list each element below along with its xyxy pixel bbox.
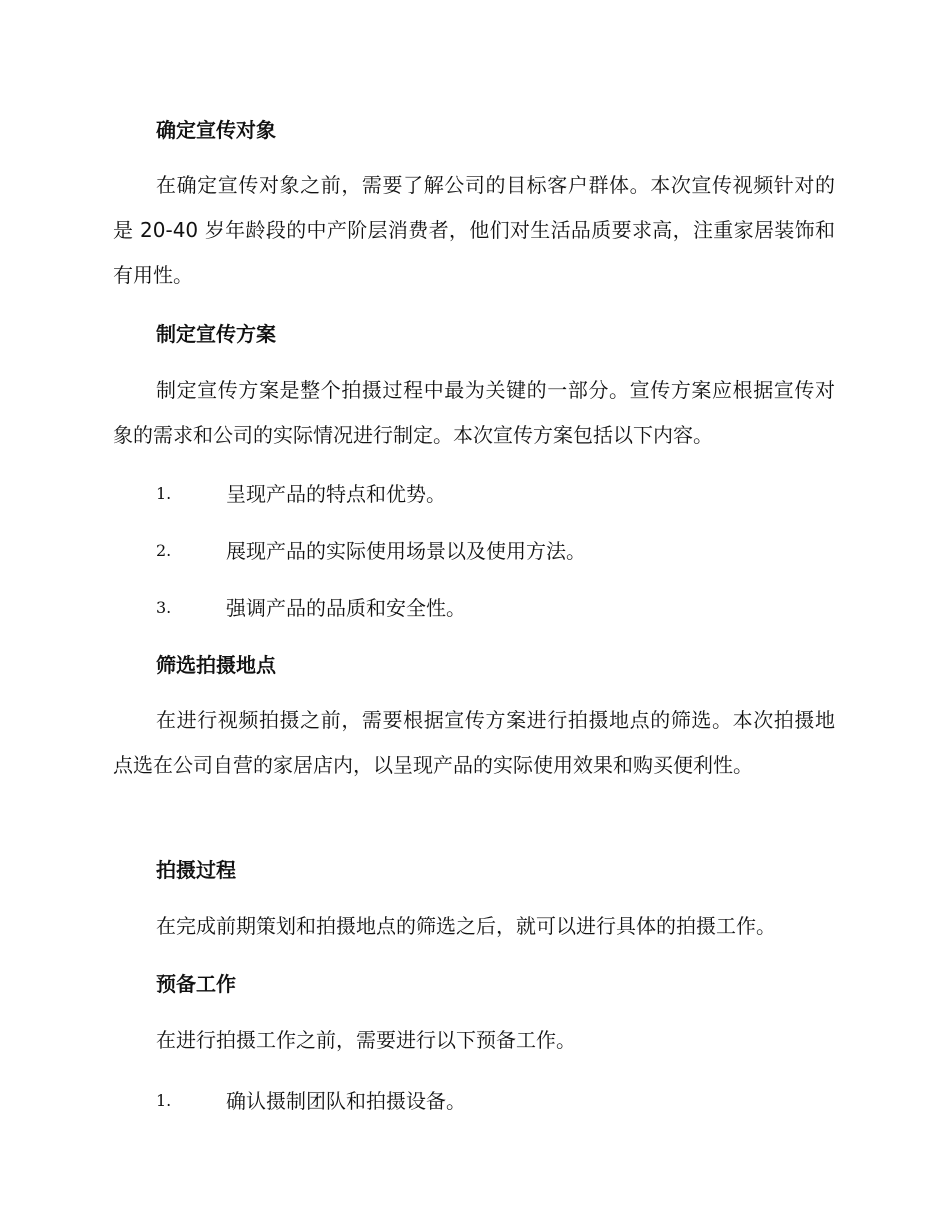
list-item xyxy=(156,1087,836,1117)
list-item xyxy=(156,480,836,510)
section-heading: 拍摄过程 xyxy=(156,858,236,882)
list-number: 1. xyxy=(156,484,172,503)
section-paragraph: 在完成前期策划和拍摄地点的筛选之后，就可以进行具体的拍摄工作。 xyxy=(156,914,776,938)
section-paragraph: 在进行拍摄工作之前，需要进行以下预备工作。 xyxy=(156,1028,576,1052)
list-text: 确认摄制团队和拍摄设备。 xyxy=(226,1089,466,1113)
section-heading: 确定宣传对象 xyxy=(156,118,276,142)
list-number: 1. xyxy=(156,1091,172,1110)
list-number: 3. xyxy=(156,598,172,617)
list-text: 呈现产品的特点和优势。 xyxy=(226,482,446,506)
section-paragraph: 在进行视频拍摄之前，需要根据宣传方案进行拍摄地点的筛选。本次拍摄地点选在公司自营的家居店内，以呈现产品的实际使用效果和购买便利性。 xyxy=(113,708,835,777)
list-number: 2. xyxy=(156,541,172,560)
section-heading: 筛选拍摄地点 xyxy=(156,653,276,677)
list-item xyxy=(156,537,836,567)
section-paragraph: 制定宣传方案是整个拍摄过程中最为关键的一部分。宣传方案应根据宣传对象的需求和公司的实际情况进行制定。本次宣传方案包括以下内容。 xyxy=(113,378,835,447)
list-item xyxy=(156,594,836,624)
section-heading: 制定宣传方案 xyxy=(156,322,276,346)
section-paragraph: 在确定宣传对象之前，需要了解公司的目标客户群体。本次宣传视频针对的是 20-40 岁年龄段的中产阶层消费者，他们对生活品质要求高，注重家居装饰和有用性。 xyxy=(113,173,835,287)
list-text: 强调产品的品质和安全性。 xyxy=(226,596,466,620)
section-heading: 预备工作 xyxy=(156,972,236,996)
list-text: 展现产品的实际使用场景以及使用方法。 xyxy=(226,539,586,563)
